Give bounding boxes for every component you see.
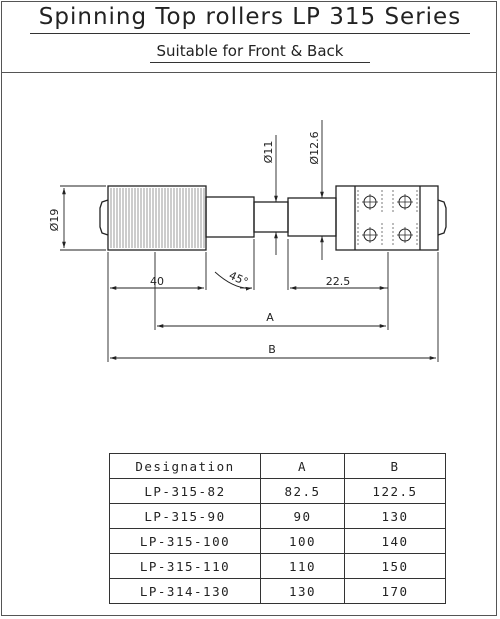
cell-b: 130 xyxy=(345,504,446,529)
shaft-left xyxy=(206,197,254,237)
cell-b: 140 xyxy=(345,529,446,554)
cell-designation: LP-315-110 xyxy=(110,554,261,579)
table-row xyxy=(110,479,446,504)
cell-a: 82.5 xyxy=(261,479,345,504)
shaft-neck xyxy=(254,202,288,232)
header-a: A xyxy=(261,454,345,479)
header-b: B xyxy=(345,454,446,479)
cell-a: 100 xyxy=(261,529,345,554)
page-subtitle: Suitable for Front & Back xyxy=(156,42,344,60)
bearing-holes xyxy=(358,190,417,247)
designation-table xyxy=(109,453,446,604)
table-row xyxy=(110,579,446,604)
left-end-cap xyxy=(100,200,108,235)
dim-length-40: 40 xyxy=(150,275,164,288)
dim-diameter-19: Ø19 xyxy=(48,208,61,232)
right-end-cap xyxy=(438,200,446,235)
shaft-right xyxy=(288,198,336,236)
dim-label-a: A xyxy=(266,311,274,324)
cell-designation: LP-314-130 xyxy=(110,579,261,604)
cell-b: 150 xyxy=(345,554,446,579)
dim-angle-45: 45° xyxy=(226,268,251,289)
table-row xyxy=(110,504,446,529)
table-row xyxy=(110,554,446,579)
cell-designation: LP-315-100 xyxy=(110,529,261,554)
right-boss xyxy=(336,186,438,250)
header-designation: Designation xyxy=(110,454,261,479)
dim-label-b: B xyxy=(268,343,276,356)
dim-length-22-5: 22.5 xyxy=(325,275,351,288)
table-row xyxy=(110,529,446,554)
cell-b: 170 xyxy=(345,579,446,604)
cell-designation: LP-315-90 xyxy=(110,504,261,529)
table-header-row xyxy=(110,454,446,479)
roller-shaft xyxy=(100,186,446,250)
dim-diameter-12-6: Ø12.6 xyxy=(308,131,321,165)
cell-a: 130 xyxy=(261,579,345,604)
page-title: Spinning Top rollers LP 315 Series xyxy=(38,4,462,30)
cell-b: 122.5 xyxy=(345,479,446,504)
dim-diameter-11: Ø11 xyxy=(262,140,275,164)
cell-a: 90 xyxy=(261,504,345,529)
cell-designation: LP-315-82 xyxy=(110,479,261,504)
cell-a: 110 xyxy=(261,554,345,579)
knurling-pattern xyxy=(111,188,204,248)
